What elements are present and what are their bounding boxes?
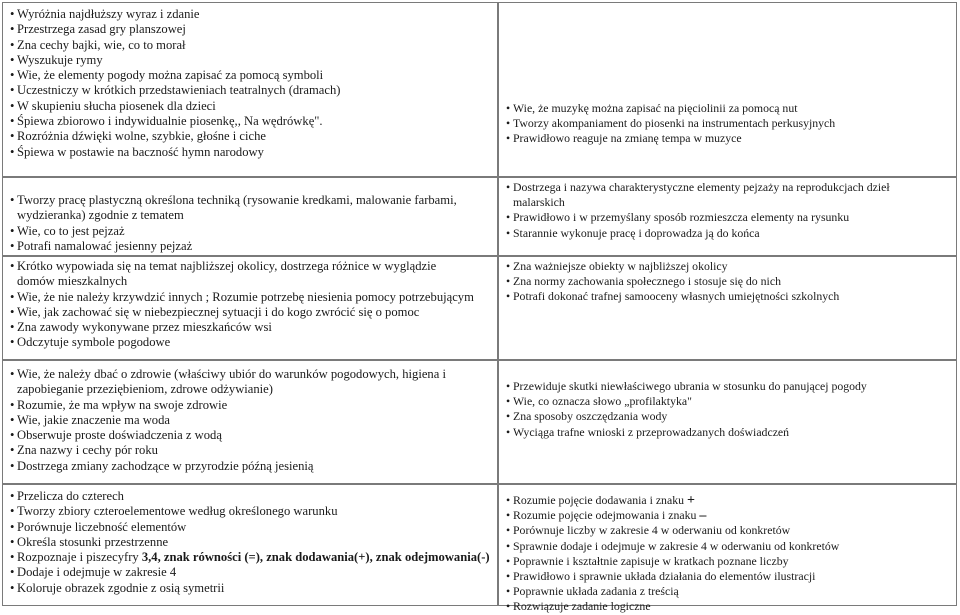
list-item: • Wie, że nie należy krzywdzić innych ; Rozumie potrzebę niesienia pomocy potrzebującym [10,289,474,304]
list-item: • Potrafi namalować jesienny pejzaż [10,238,193,253]
list-item: • Wie, jak zachować się w niebezpiecznej sytuacji i do kogo zwrócić się o pomoc [10,304,420,319]
list-item: • Krótko wypowiada się na temat najbliższej okolicy, dostrzega różnice w wyglądzie domów mieszkalnych [10,259,437,289]
list-item: • Obserwuje proste doświadczenia z wodą [10,428,222,443]
list-item: • Zna cechy bajki, wie, co to morał [10,37,186,52]
list-item: • Prawidłowo i w przemyślany sposób rozmieszcza elementy na rysunku [506,210,850,225]
list-item: • Wie, co oznacza słowo „profilaktyka" [506,394,692,409]
row-2-left-list [3,193,497,254]
list-item: • Wyróżnia najdłuższy wyraz i zdanie [10,7,200,21]
list-item: • Tworzy zbiory czteroelementowe według określonego warunku [10,504,338,519]
list-item: • Wie, że należy dbać o zdrowie (właściwy ubiór do warunków pogodowych, higiena i zapobieganie przeziębieniom, zdrowe odżywianie) [10,367,446,397]
list-item: • Rozumie, że ma wpływ na swoje zdrowie [10,397,228,412]
list-item: • Porównuje liczby w zakresie 4 w oderwaniu od konkretów [506,523,791,538]
list-item: • Rozumie pojęcie dodawania i znaku + [506,493,695,508]
list-item: • Rozróżnia dźwięki wolne, szybkie, głośne i ciche [10,129,266,144]
list-item: • Śpiewa w postawie na baczność hymn narodowy [10,144,264,159]
list-item: • Starannie wykonuje pracę i doprowadza ją do końca [506,225,760,240]
row-2-right-list [499,180,956,241]
list-item: • Dodaje i odejmuje w zakresie 4 [10,565,177,580]
row-3-left-cell [2,256,498,360]
row-2-left-cell [2,177,498,256]
list-item: • Dostrzega i nazywa charakterystyczne elementy pejzaży na reprodukcjach dzieł malarskich [506,180,890,210]
row-5-left-cell [2,484,498,606]
list-item: • Rozpoznaje i piszecyfry 3,4, znak równości (=), znak dodawania(+), znak odejmowania(-) [10,550,490,565]
list-item: • Przelicza do czterech [10,489,124,503]
list-item: • Rozumie pojęcie odejmowania i znaku – [506,508,707,524]
row-1-left-cell [2,2,498,177]
list-item: • Poprawnie i kształtnie zapisuje w kratkach poznane liczby [506,553,789,568]
list-item: • Wie, że muzykę można zapisać na pięciolinii za pomocą nut [506,101,798,115]
list-item: • Prawidłowo reaguje na zmianę tempa w muzyce [506,131,742,146]
row-1-right-cell [498,2,957,177]
list-item: • Śpiewa zbiorowo i indywidualnie piosenkę,, Na wędrówkę". [10,114,323,129]
row-5-right-list [499,493,956,615]
list-item: • Poprawnie układa zadania z treścią [506,584,679,599]
row-4-left-cell [2,360,498,484]
list-item: • Zna zawody wykonywane przez mieszkańców wsi [10,320,272,335]
minus-sign: – [699,508,707,524]
list-item: • Wie, że elementy pogody można zapisać za pomocą symboli [10,68,324,83]
list-item: • Zna sposoby oszczędzania wody [506,409,668,424]
list-item: • Koloruje obrazek zgodnie z osią symetrii [10,580,225,595]
list-item: • Rozwiązuje zadanie logiczne [506,599,651,614]
list-item: • Przewiduje skutki niewłaściwego ubrania w stosunku do panującej pogody [506,379,867,393]
list-item: • Wie, co to jest pejzaż [10,223,125,238]
list-item: • Sprawnie dodaje i odejmuje w zakresie 4 w oderwaniu od konkretów [506,538,840,553]
list-item: • Tworzy akompaniament do piosenki na instrumentach perkusyjnych [506,116,836,131]
list-item: • Zna normy zachowania społecznego i stosuje się do nich [506,274,781,289]
list-item: • Potrafi dokonać trafnej samooceny własnych umiejętności szkolnych [506,289,840,304]
row-5-right-cell [498,484,957,614]
row-1-left-list [3,7,497,160]
list-item: • Przestrzega zasad gry planszowej [10,22,186,37]
row-4-left-list [3,367,497,474]
row-4-right-cell [498,360,957,484]
list-item: • Dostrzega zmiany zachodzące w przyrodzie późną jesienią [10,458,314,473]
criteria-table [2,2,957,614]
row-3-left-list [3,259,497,351]
row-3-right-cell [498,256,957,360]
list-item: • W skupieniu słucha piosenek dla dzieci [10,98,216,113]
list-item: • Wyciąga trafne wnioski z przeprowadzanych doświadczeń [506,424,790,439]
plus-sign: + [686,493,695,508]
list-item: • Uczestniczy w krótkich przedstawieniach teatralnych (dramach) [10,83,341,98]
list-item: • Określa stosunki przestrzenne [10,534,169,549]
list-item: • Wyszukuje rymy [10,52,103,67]
list-item: • Zna ważniejsze obiekty w najbliższej okolicy [506,259,728,273]
row-2-right-cell [498,177,957,256]
list-item: • Porównuje liczebność elementów [10,519,187,534]
list-item: • Tworzy pracę plastyczną określona techniką (rysowanie kredkami, malowanie farbami, wydzieranka) zgodnie z tematem [10,193,457,223]
list-item: • Prawidłowo i sprawnie układa działania do elementów ilustracji [506,569,816,584]
list-item: • Zna nazwy i cechy pór roku [10,443,158,458]
bold-symbols-text: 3,4, znak równości (=), znak dodawania(+), znak odejmowania(-) [141,550,490,565]
row-4-right-list [499,379,956,440]
list-item: • Odczytuje symbole pogodowe [10,335,171,350]
row-3-right-list [499,259,956,305]
row-5-left-list [3,489,497,596]
row-1-right-list [499,101,956,147]
list-item: • Wie, jakie znaczenie ma woda [10,412,170,427]
